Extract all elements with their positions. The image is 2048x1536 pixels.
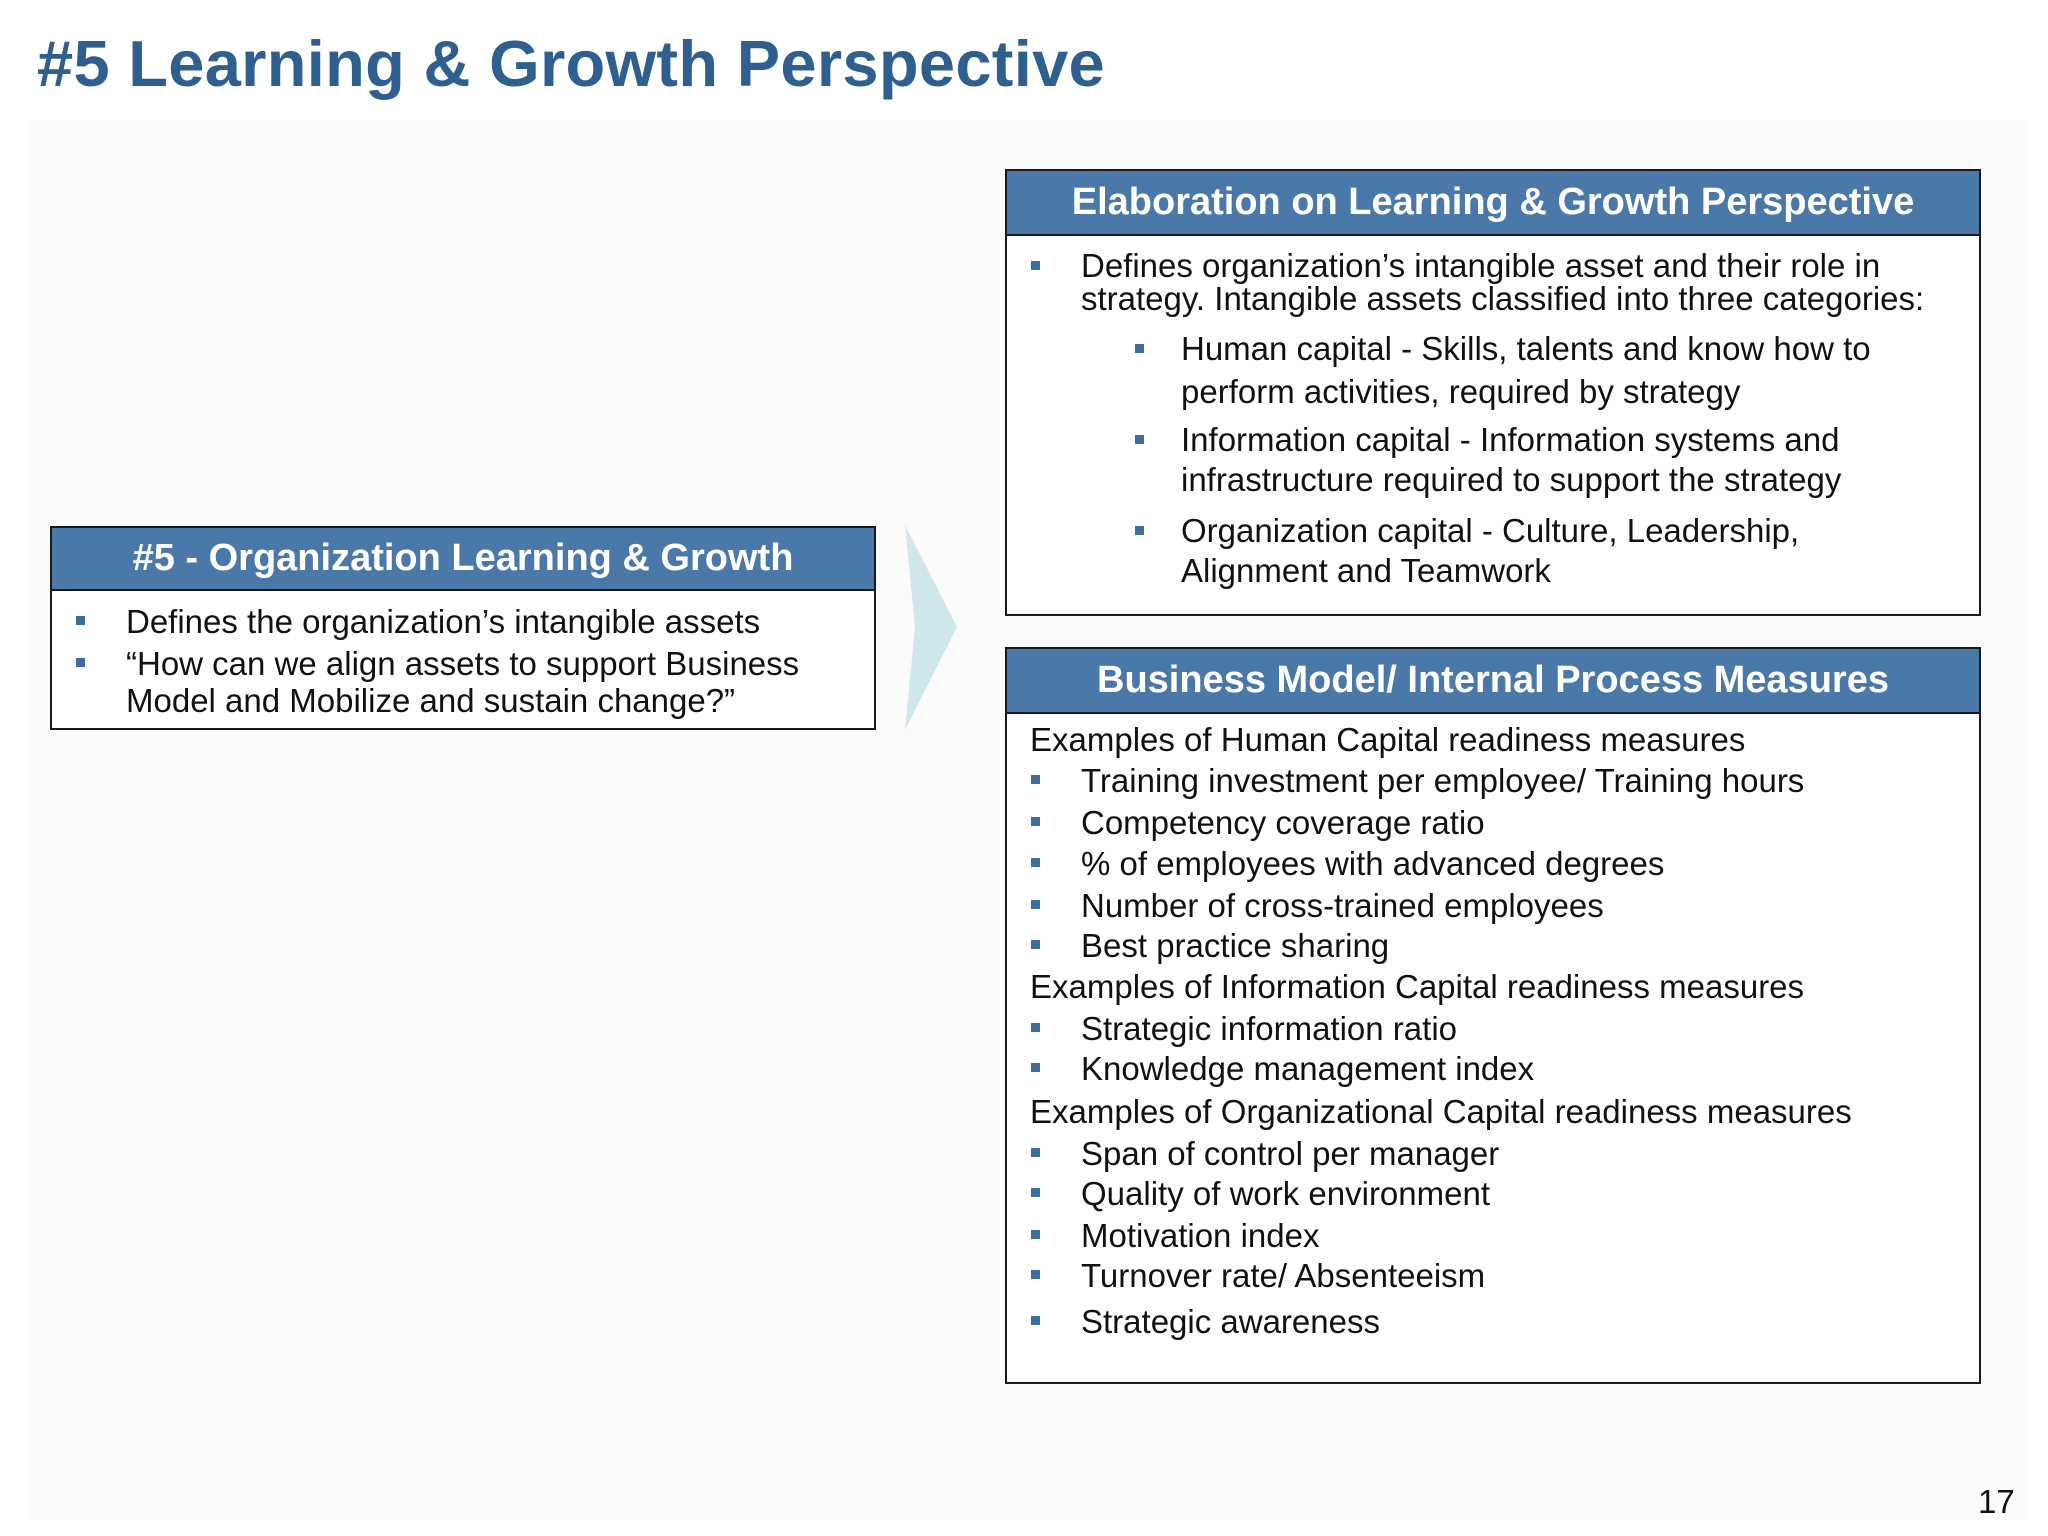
chevron-right-icon — [905, 525, 957, 730]
elaboration-box — [1005, 169, 1981, 616]
bullet-icon — [76, 658, 85, 667]
bullet-icon — [1135, 526, 1144, 535]
bullet-icon — [1031, 858, 1040, 867]
bullet-icon — [1031, 1063, 1040, 1072]
left-bullet-2-line-2: Model and Mobilize and sustain change?” — [126, 682, 736, 719]
organization-capital-line-1: Organization capital - Culture, Leadership, — [1181, 512, 1800, 549]
bullet-icon — [1031, 1316, 1040, 1325]
organization-learning-header: #5 - Organization Learning & Growth — [52, 528, 874, 591]
list-item: Best practice sharing — [1081, 927, 1390, 964]
bullet-icon — [1135, 344, 1144, 353]
bullet-icon — [1031, 1230, 1040, 1239]
organizational-capital-heading: Examples of Organizational Capital readiness measures — [1030, 1093, 1852, 1130]
bullet-icon — [1031, 775, 1040, 784]
human-capital-line-2: perform activities, required by strategy — [1181, 373, 1741, 410]
organization-capital-line-2: Alignment and Teamwork — [1181, 552, 1551, 589]
bullet-icon — [76, 616, 85, 625]
elaboration-intro-line-1: Defines organization’s intangible asset and their role in — [1081, 247, 1881, 284]
left-bullet-2-line-1: “How can we align assets to support Business — [126, 645, 800, 682]
bullet-icon — [1031, 817, 1040, 826]
bullet-icon — [1031, 1148, 1040, 1157]
bullet-icon — [1031, 1188, 1040, 1197]
organization-learning-box — [50, 526, 876, 730]
list-item: Motivation index — [1081, 1217, 1320, 1254]
list-item: Strategic awareness — [1081, 1303, 1380, 1340]
human-capital-line-1: Human capital - Skills, talents and know how to — [1181, 330, 1871, 367]
information-capital-heading: Examples of Information Capital readiness measures — [1030, 968, 1805, 1005]
list-item: Quality of work environment — [1081, 1175, 1491, 1212]
list-item: Turnover rate/ Absenteeism — [1081, 1257, 1486, 1294]
page-number: 17 — [1978, 1483, 2015, 1520]
information-capital-line-2: infrastructure required to support the strategy — [1181, 461, 1842, 498]
human-capital-heading: Examples of Human Capital readiness measures — [1030, 721, 1746, 758]
left-bullet-1: Defines the organization’s intangible assets — [126, 603, 761, 640]
bullet-icon — [1031, 1023, 1040, 1032]
slide-title: #5 Learning & Growth Perspective — [37, 27, 1105, 100]
list-item: % of employees with advanced degrees — [1081, 845, 1665, 882]
measures-box — [1005, 647, 1981, 1384]
information-capital-line-1: Information capital - Information systems and — [1181, 421, 1840, 458]
bullet-icon — [1031, 1270, 1040, 1279]
bullet-icon — [1031, 261, 1040, 270]
measures-header: Business Model/ Internal Process Measures — [1007, 649, 1979, 714]
list-item: Strategic information ratio — [1081, 1010, 1458, 1047]
elaboration-intro-line-2: strategy. Intangible assets classified into three categories: — [1081, 280, 1925, 317]
list-item: Competency coverage ratio — [1081, 804, 1485, 841]
list-item: Span of control per manager — [1081, 1135, 1500, 1172]
bullet-icon — [1031, 900, 1040, 909]
bullet-icon — [1135, 435, 1144, 444]
list-item: Training investment per employee/ Training hours — [1081, 762, 1805, 799]
elaboration-header: Elaboration on Learning & Growth Perspective — [1007, 171, 1979, 236]
list-item: Number of cross-trained employees — [1081, 887, 1604, 924]
bullet-icon — [1031, 940, 1040, 949]
list-item: Knowledge management index — [1081, 1050, 1535, 1087]
